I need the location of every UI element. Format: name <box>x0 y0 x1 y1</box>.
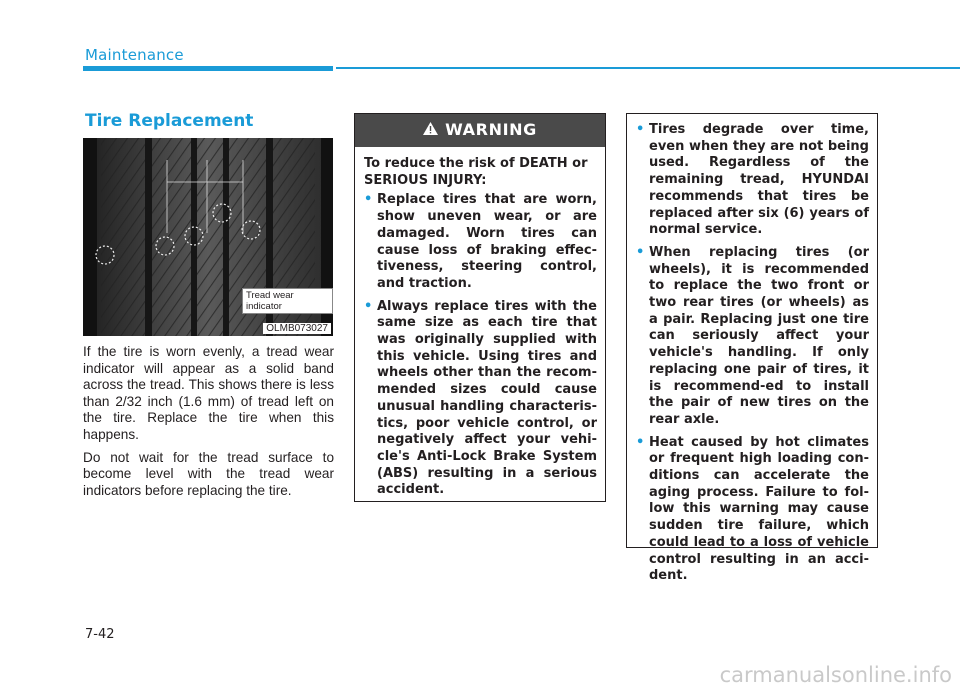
tread-indicator-callout: Tread wear indicator <box>242 288 333 314</box>
figure-code: OLMB073027 <box>263 323 331 334</box>
tire-tread-photo <box>83 138 333 336</box>
page-heading: Tire Replacement <box>85 111 254 131</box>
bullet-text: Tires degrade over time, even when they are not being used. Regardless of the remaining tread, HYUNDAI recommends that tires be replaced after six (6) years of normal service. <box>649 122 869 238</box>
header-rule-thin <box>336 67 960 69</box>
bullet-dot-icon: • <box>364 192 373 208</box>
body-text <box>83 344 334 505</box>
paragraph: If the tire is worn evenly, a tread wear indicator will appear as a solid band across the tread. This shows there is less than 2/32 inch (1.6 mm) of tread left on the tire. Replace the tire when this happens. <box>83 344 334 442</box>
list-item <box>636 435 869 585</box>
header-rule-thick <box>83 66 333 71</box>
warning-title: WARNING <box>445 120 537 140</box>
bullet-text: When replacing tires (or wheels), it is recommended to replace the two front or two rear tires (or wheels) as a pair. Replacing just one tire can seriously affect your vehicle's handling. If only replacing one pair of tires, it is recommend-ed to install the pair of new tires on the rear axle. <box>649 244 869 427</box>
warning-triangle-icon <box>423 122 438 139</box>
list-item <box>364 299 597 499</box>
bullet-text: Always replace tires with the same size as each tire that was originally supplied with this vehicle. Using tires and wheels other than the recom-mended sizes could cause unusual handling characteris-tics, poor vehicle control, or negatively affect your vehi-cle's Anti-Lock Brake System (ABS) resulting in a serious accident. <box>377 298 597 498</box>
bullet-text: Heat caused by hot climates or frequent high loading con-ditions can accelerate the aging process. Failure to fol-low this warning may cause sudden tire failure, which could lead to a loss of vehicle control resulting in an acci-dent. <box>649 434 869 584</box>
bullet-dot-icon: • <box>636 122 645 137</box>
warning-header <box>355 114 605 147</box>
watermark: carmanualsonline.info <box>719 663 952 687</box>
list-item <box>364 192 597 292</box>
warning-box <box>354 113 606 502</box>
caution-box <box>626 113 878 584</box>
paragraph: Do not wait for the tread surface to become level with the tread wear indicators before replacing the tire. <box>83 449 334 498</box>
bullet-text: Replace tires that are worn, show uneven wear, or are damaged. Worn tires can cause loss of braking effec-tiveness, steering control, and traction. <box>377 192 597 291</box>
list-item <box>636 122 869 239</box>
bullet-dot-icon: • <box>636 244 645 260</box>
section-title: Maintenance <box>85 46 184 64</box>
list-item <box>636 245 869 429</box>
bullet-dot-icon: • <box>636 434 645 450</box>
bullet-dot-icon: • <box>364 298 373 314</box>
warning-intro: To reduce the risk of DEATH or SERIOUS INJURY: <box>364 156 588 188</box>
page-number: 7-42 <box>85 627 115 642</box>
